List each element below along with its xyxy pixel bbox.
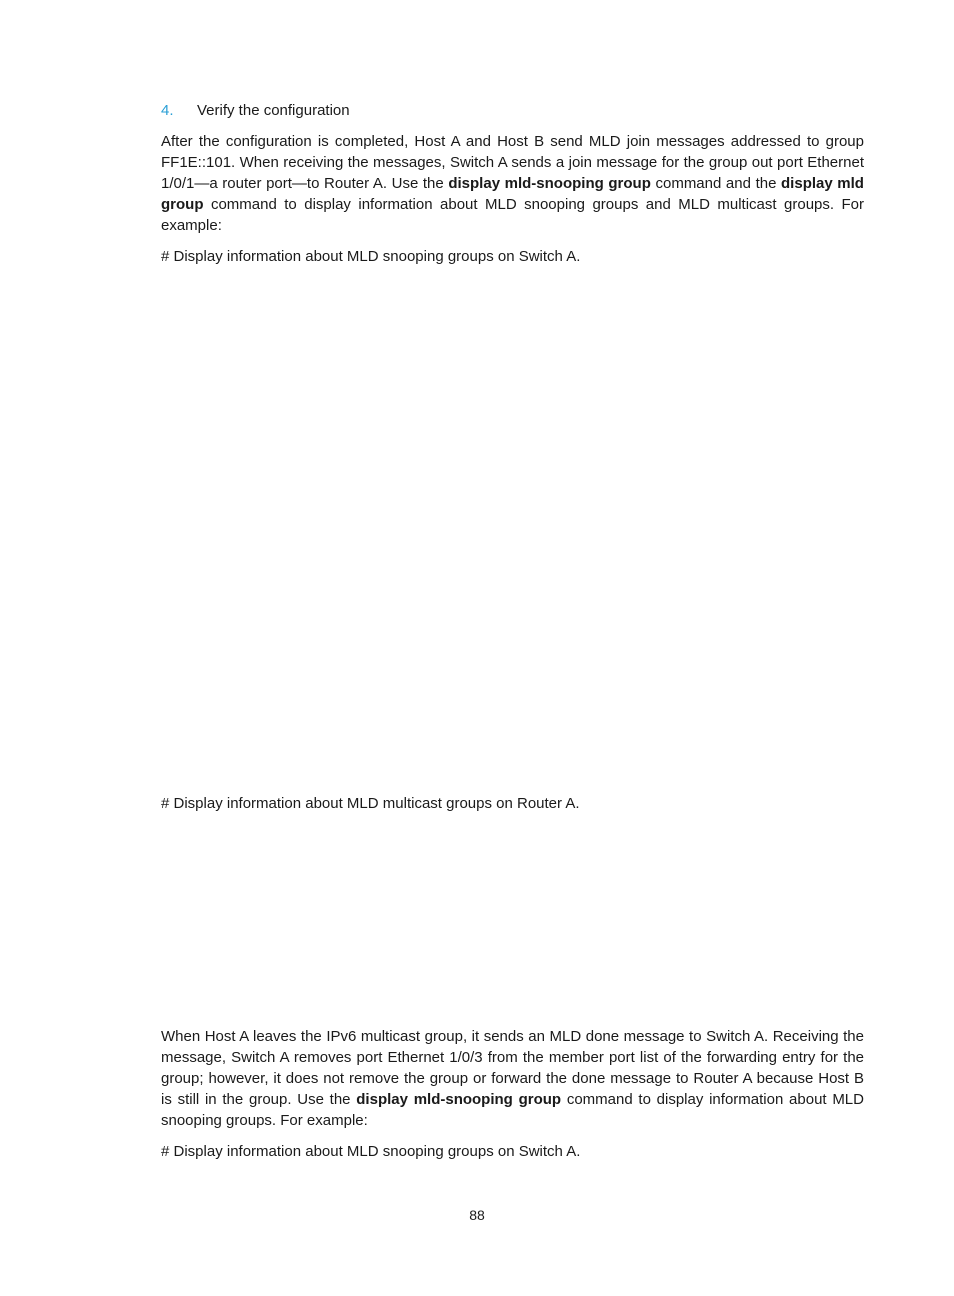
paragraph-text: command and the xyxy=(650,175,782,192)
comment-line-switch-a-after: # Display information about MLD snooping groups on Switch A. xyxy=(161,1143,581,1160)
command-display-mld-snooping-group: display mld-snooping group xyxy=(356,1091,562,1108)
step-heading xyxy=(161,100,350,121)
comment-line-switch-a: # Display information about MLD snooping groups on Switch A. xyxy=(161,248,581,265)
page-number: 88 xyxy=(469,1207,485,1223)
paragraph-text: After the configuration is completed, Host A and Host B send MLD join messages addressed to group FF1E::101. When receiving the messages, Switch A sends a join message for the group out port Ethernet 1/0/1—a router port—to Router A. Use the xyxy=(161,133,864,192)
paragraph-text: When Host A leaves the IPv6 multicast group, it sends an MLD done message to Switch A. Receiving the message, Switch A removes port Ethernet 1/0/3 from the member port list of the forwarding entry for the group; however, it does not remove the group or forward the done message to Router A because Host B is still in the group. Use the xyxy=(161,1028,864,1108)
step-number: 4. xyxy=(161,102,174,119)
comment-line-router-a: # Display information about MLD multicast groups on Router A. xyxy=(161,795,580,812)
paragraph-host-leaves xyxy=(161,1026,864,1131)
command-display-mld-snooping-group: display mld-snooping group xyxy=(448,175,651,192)
paragraph-verify-intro xyxy=(161,131,864,236)
paragraph-text: command to display information about MLD snooping groups and MLD multicast groups. For example: xyxy=(161,196,864,234)
command-display-mld-group: display mld group xyxy=(161,175,864,213)
paragraph-text: command to display information about MLD snooping groups. For example: xyxy=(161,1091,864,1129)
step-title: Verify the configuration xyxy=(197,102,350,119)
